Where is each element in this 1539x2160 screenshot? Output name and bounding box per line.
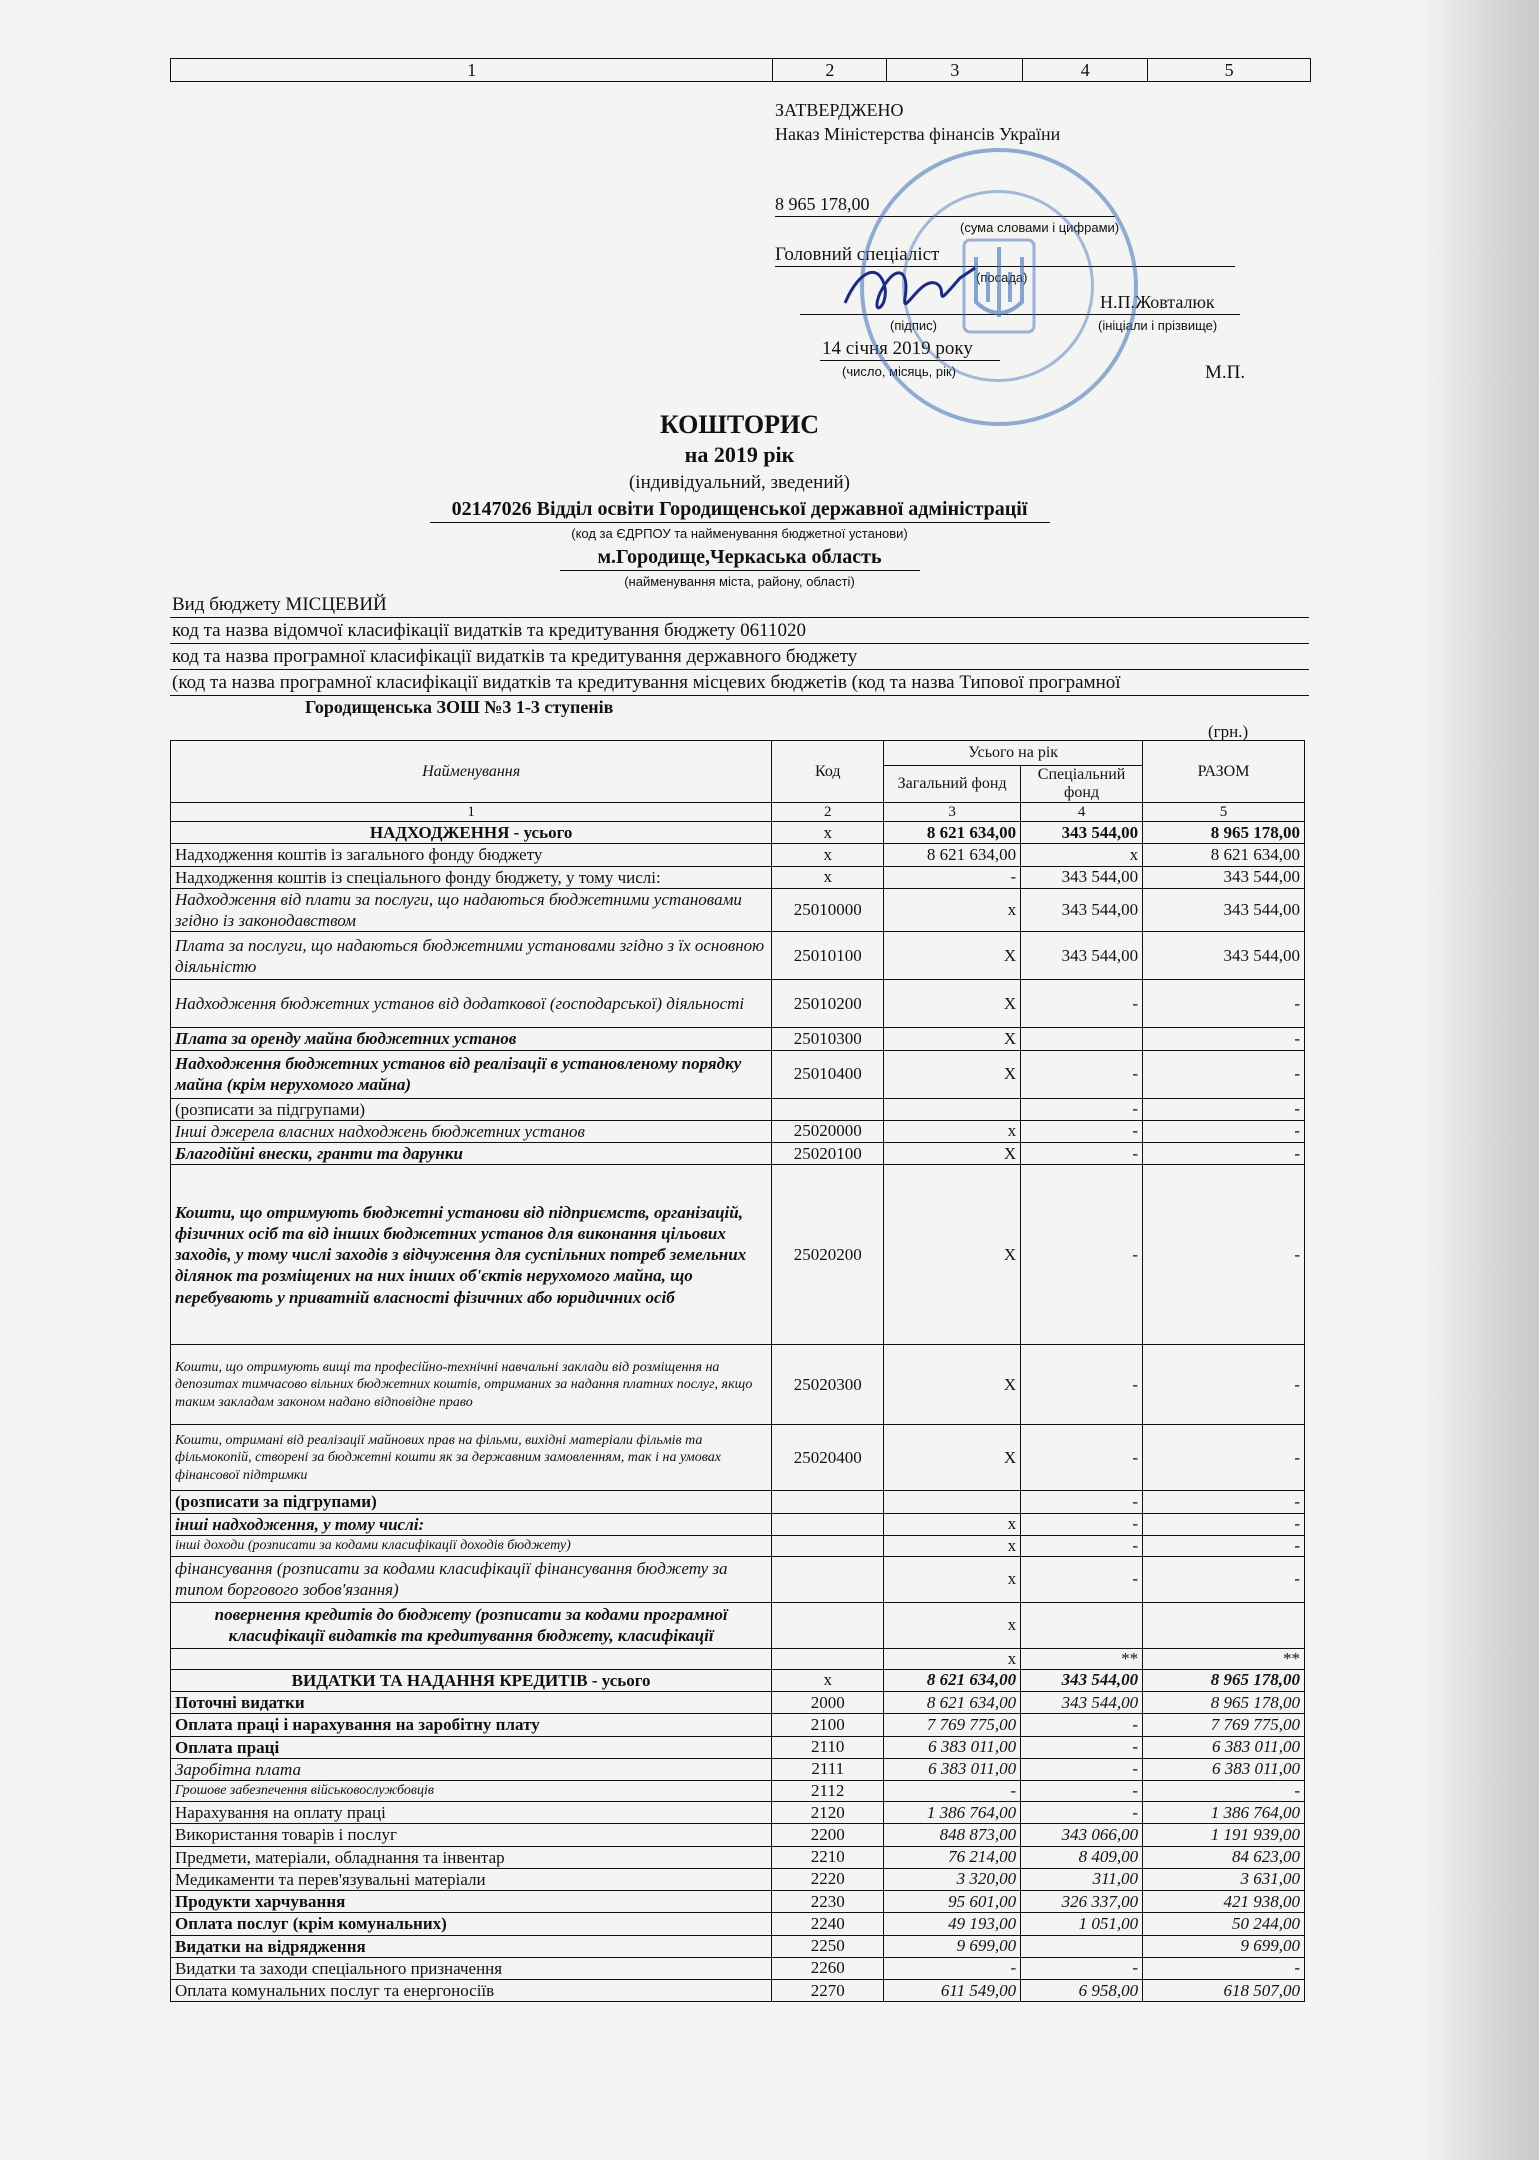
- row-name: Надходження бюджетних установ від реалізації в установленому порядку майна (крім нерухомого майна): [171, 1050, 772, 1098]
- row-general-fund: 1 386 764,00: [884, 1802, 1021, 1824]
- row-code: 25020300: [772, 1345, 884, 1425]
- th-num: 1: [171, 803, 772, 822]
- row-total: 6 383 011,00: [1143, 1736, 1305, 1758]
- row-total: -: [1143, 1491, 1305, 1513]
- city-line: [560, 570, 920, 571]
- table-row: [171, 1345, 1305, 1425]
- row-general-fund: Х: [884, 1143, 1021, 1165]
- table-row: [171, 1824, 1305, 1846]
- budget-type: Вид бюджету МІСЦЕВИЙ: [172, 594, 387, 615]
- row-special-fund: -: [1021, 1513, 1143, 1535]
- table-row: [171, 1050, 1305, 1098]
- th-num: 2: [772, 803, 884, 822]
- doc-title: КОШТОРИС: [659, 410, 820, 439]
- row-special-fund: [1021, 1935, 1143, 1957]
- date-caption: (число, місяць, рік): [842, 364, 956, 379]
- row-code: 25020000: [772, 1120, 884, 1142]
- row-total: -: [1143, 1781, 1305, 1802]
- table-row: [171, 1913, 1305, 1935]
- row-general-fund: -: [884, 866, 1021, 888]
- row-total: 8 621 634,00: [1143, 844, 1305, 866]
- row-general-fund: х: [884, 1648, 1021, 1669]
- row-name: Предмети, матеріали, обладнання та інвентар: [171, 1846, 772, 1868]
- th-year-total: Усього на рік: [884, 741, 1143, 766]
- row-total: -: [1143, 1098, 1305, 1120]
- row-special-fund: -: [1021, 1425, 1143, 1491]
- row-special-fund: 343 066,00: [1021, 1824, 1143, 1846]
- row-total: 8 965 178,00: [1143, 1692, 1305, 1714]
- row-special-fund: -: [1021, 980, 1143, 1028]
- approval-position: Головний спеціаліст: [775, 244, 940, 265]
- row-special-fund: 1 051,00: [1021, 1913, 1143, 1935]
- row-name: Оплата праці: [171, 1736, 772, 1758]
- row-general-fund: 848 873,00: [884, 1824, 1021, 1846]
- table-row: [171, 1535, 1305, 1556]
- row-name: (розписати за підгрупами): [171, 1098, 772, 1120]
- org-line: [430, 522, 1050, 523]
- row-special-fund: 343 544,00: [1021, 932, 1143, 980]
- row-general-fund: 3 320,00: [884, 1868, 1021, 1890]
- row-code: 2210: [772, 1846, 884, 1868]
- approval-order: Наказ Міністерства фінансів України: [775, 124, 1061, 144]
- row-code: 25010400: [772, 1050, 884, 1098]
- row-name: Кошти, що отримують бюджетні установи від підприємств, організацій, фізичних осіб та від інших бюджетних установ для виконання цільових заходів, у тому числі заходів з відчуження для суспільних потреб земельних ділянок та розміщених на них інших об'єктів нерухомого майна, що перебувають у приватній власності фізичних або юридичних осіб: [171, 1165, 772, 1345]
- city-caption: (найменування міста, району, області): [624, 574, 855, 589]
- row-name: ВИДАТКИ ТА НАДАННЯ КРЕДИТІВ - усього: [171, 1669, 772, 1691]
- row-general-fund: Х: [884, 1165, 1021, 1345]
- row-name: Благодійні внески, гранти та дарунки: [171, 1143, 772, 1165]
- th-num: 5: [1143, 803, 1305, 822]
- row-special-fund: -: [1021, 1535, 1143, 1556]
- row-total: 343 544,00: [1143, 888, 1305, 932]
- row-total: -: [1143, 1535, 1305, 1556]
- row-general-fund: х: [884, 1513, 1021, 1535]
- row-code: х: [772, 844, 884, 866]
- th-total: РАЗОМ: [1143, 741, 1305, 803]
- scan-shadow: [1419, 0, 1539, 2160]
- row-name: Надходження бюджетних установ від додаткової (господарської) діяльності: [171, 980, 772, 1028]
- row-name: Надходження коштів із загального фонду бюджету: [171, 844, 772, 866]
- th-num: 3: [884, 803, 1021, 822]
- row-name: Оплата послуг (крім комунальних): [171, 1913, 772, 1935]
- row-name: повернення кредитів до бюджету (розписати за кодами програмної класифікації видатків та кредитування бюджету, класифікації: [171, 1602, 772, 1648]
- row-total: 8 965 178,00: [1143, 1669, 1305, 1691]
- row-code: [772, 1535, 884, 1556]
- dept-code: код та назва відомчої класифікації видатків та кредитування бюджету 0611020: [172, 620, 806, 641]
- column-number-strip: [170, 58, 1311, 82]
- row-code: 25010000: [772, 888, 884, 932]
- row-code: 2230: [772, 1891, 884, 1913]
- row-code: 2112: [772, 1781, 884, 1802]
- row-total: -: [1143, 1556, 1305, 1602]
- row-general-fund: 76 214,00: [884, 1846, 1021, 1868]
- estimate-table: [170, 740, 1305, 2002]
- col-num: 1: [171, 59, 773, 81]
- amount-caption: (сума словами і цифрами): [960, 220, 1120, 235]
- row-total: 3 631,00: [1143, 1868, 1305, 1890]
- prog-code: код та назва програмної класифікації видатків та кредитування державного бюджету: [172, 646, 858, 667]
- row-general-fund: [884, 1491, 1021, 1513]
- row-code: 2000: [772, 1692, 884, 1714]
- row-total: -: [1143, 1425, 1305, 1491]
- row-code: 2110: [772, 1736, 884, 1758]
- row-total: 1 386 764,00: [1143, 1802, 1305, 1824]
- table-row: [171, 1165, 1305, 1345]
- name-caption: (ініціали і прізвище): [1098, 318, 1218, 333]
- row-general-fund: х: [884, 888, 1021, 932]
- row-name: Плата за послуги, що надаються бюджетними установами згідно з їх основною діяльністю: [171, 932, 772, 980]
- row-special-fund: 343 544,00: [1021, 866, 1143, 888]
- row-total: 9 699,00: [1143, 1935, 1305, 1957]
- table-row: [171, 1425, 1305, 1491]
- table-row: [171, 1758, 1305, 1780]
- row-name: інші доходи (розписати за кодами класифікації доходів бюджету): [171, 1535, 772, 1556]
- row-total: 618 507,00: [1143, 1980, 1305, 2002]
- row-code: 2120: [772, 1802, 884, 1824]
- table-row: [171, 888, 1305, 932]
- col-num: 3: [887, 59, 1023, 81]
- row-special-fund: 343 544,00: [1021, 1669, 1143, 1691]
- row-code: х: [772, 1669, 884, 1691]
- row-code: х: [772, 866, 884, 888]
- table-row: [171, 1120, 1305, 1142]
- table-row: [171, 1891, 1305, 1913]
- row-name: Заробітна плата: [171, 1758, 772, 1780]
- local-code: (код та назва програмної класифікації видатків та кредитування місцевих бюджетів (код та назва Типової програмної: [172, 672, 1121, 693]
- row-code: 25010300: [772, 1028, 884, 1050]
- row-code: [772, 1491, 884, 1513]
- row-general-fund: х: [884, 1556, 1021, 1602]
- row-special-fund: -: [1021, 1736, 1143, 1758]
- row-total: [1143, 1602, 1305, 1648]
- table-body: [171, 822, 1305, 2002]
- row-total: -: [1143, 1957, 1305, 1979]
- table-row: [171, 1736, 1305, 1758]
- row-code: 2220: [772, 1868, 884, 1890]
- row-general-fund: Х: [884, 932, 1021, 980]
- col-num: 2: [773, 59, 887, 81]
- row-code: 2260: [772, 1957, 884, 1979]
- row-name: Надходження коштів із спеціального фонду бюджету, у тому числі:: [171, 866, 772, 888]
- row-general-fund: 8 621 634,00: [884, 844, 1021, 866]
- row-general-fund: Х: [884, 1345, 1021, 1425]
- row-name: Кошти, що отримують вищі та професійно-технічні навчальні заклади від розміщення на депозитах тимчасово вільних бюджетних коштів, отриманих за надання платних послуг, якщо таким закладам законом надано відповідне право: [171, 1345, 772, 1425]
- row-name: Видатки та заходи спеціального призначення: [171, 1957, 772, 1979]
- table-row: [171, 1714, 1305, 1736]
- th-num: 4: [1021, 803, 1143, 822]
- table-row: [171, 1491, 1305, 1513]
- row-special-fund: 8 409,00: [1021, 1846, 1143, 1868]
- approval-amount: 8 965 178,00: [775, 194, 870, 214]
- row-total: 1 191 939,00: [1143, 1824, 1305, 1846]
- table-row: [171, 1781, 1305, 1802]
- row-code: 2100: [772, 1714, 884, 1736]
- row-code: 2240: [772, 1913, 884, 1935]
- row-total: 84 623,00: [1143, 1846, 1305, 1868]
- row-general-fund: 611 549,00: [884, 1980, 1021, 2002]
- school-name: Городищенська ЗОШ №3 1-3 ступенів: [305, 697, 614, 717]
- row-code: [772, 1556, 884, 1602]
- org-caption: (код за ЄДРПОУ та найменування бюджетної установи): [571, 526, 908, 541]
- table-row: [171, 1028, 1305, 1050]
- row-code: 2270: [772, 1980, 884, 2002]
- row-special-fund: -: [1021, 1120, 1143, 1142]
- row-name: Надходження від плати за послуги, що надаються бюджетними установами згідно із законодавством: [171, 888, 772, 932]
- row-code: 2200: [772, 1824, 884, 1846]
- row-code: 2250: [772, 1935, 884, 1957]
- row-code: 25010100: [772, 932, 884, 980]
- city-name: м.Городище,Черкаська область: [597, 546, 882, 568]
- table-row: [171, 1935, 1305, 1957]
- row-total: -: [1143, 1345, 1305, 1425]
- row-code: [772, 1098, 884, 1120]
- row-total: 8 965 178,00: [1143, 822, 1305, 844]
- table-row: [171, 844, 1305, 866]
- table-row: [171, 1556, 1305, 1602]
- table-row: [171, 1692, 1305, 1714]
- row-special-fund: 343 544,00: [1021, 888, 1143, 932]
- row-general-fund: х: [884, 1602, 1021, 1648]
- th-general: Загальний фонд: [884, 766, 1021, 803]
- approval-date: 14 січня 2019 року: [822, 338, 973, 359]
- doc-kind: (індивідуальний, зведений): [628, 472, 850, 493]
- table-row: [171, 1669, 1305, 1691]
- th-name: Найменування: [171, 741, 772, 803]
- row-total: 7 769 775,00: [1143, 1714, 1305, 1736]
- row-code: 25010200: [772, 980, 884, 1028]
- row-general-fund: 8 621 634,00: [884, 1692, 1021, 1714]
- row-total: 421 938,00: [1143, 1891, 1305, 1913]
- table-row: [171, 1602, 1305, 1648]
- row-general-fund: 9 699,00: [884, 1935, 1021, 1957]
- row-total: -: [1143, 1143, 1305, 1165]
- th-code: Код: [772, 741, 884, 803]
- row-code: 25020400: [772, 1425, 884, 1491]
- row-special-fund: -: [1021, 1491, 1143, 1513]
- row-general-fund: х: [884, 1120, 1021, 1142]
- org-name: 02147026 Відділ освіти Городищенської державної адміністрації: [451, 498, 1028, 520]
- row-general-fund: Х: [884, 1050, 1021, 1098]
- row-name: Видатки на відрядження: [171, 1935, 772, 1957]
- budget-line-2: [170, 643, 1309, 644]
- row-name: фінансування (розписати за кодами класифікації фінансування бюджету за типом боргового зобов'язання): [171, 1556, 772, 1602]
- row-total: -: [1143, 1120, 1305, 1142]
- budget-line-4: [170, 695, 1309, 696]
- row-general-fund: Х: [884, 1028, 1021, 1050]
- signature-caption: (підпис): [890, 318, 937, 333]
- row-total: -: [1143, 980, 1305, 1028]
- row-special-fund: 6 958,00: [1021, 1980, 1143, 2002]
- row-special-fund: -: [1021, 1143, 1143, 1165]
- row-code: [772, 1648, 884, 1669]
- th-special: Спеціальний фонд: [1021, 766, 1143, 803]
- row-code: 25020200: [772, 1165, 884, 1345]
- row-total: 6 383 011,00: [1143, 1758, 1305, 1780]
- row-general-fund: Х: [884, 980, 1021, 1028]
- row-special-fund: -: [1021, 1781, 1143, 1802]
- row-general-fund: 8 621 634,00: [884, 822, 1021, 844]
- row-special-fund: [1021, 1602, 1143, 1648]
- row-name: інші надходження, у тому числі:: [171, 1513, 772, 1535]
- table-row: [171, 1802, 1305, 1824]
- row-special-fund: -: [1021, 1802, 1143, 1824]
- row-total: 50 244,00: [1143, 1913, 1305, 1935]
- row-name: Оплата комунальних послуг та енергоносіїв: [171, 1980, 772, 2002]
- row-general-fund: 49 193,00: [884, 1913, 1021, 1935]
- row-code: 2111: [772, 1758, 884, 1780]
- row-special-fund: -: [1021, 1345, 1143, 1425]
- row-code: х: [772, 822, 884, 844]
- col-num: 5: [1224, 60, 1234, 80]
- position-caption: (посада): [976, 270, 1028, 285]
- row-general-fund: 8 621 634,00: [884, 1669, 1021, 1691]
- row-name: [171, 1648, 772, 1669]
- row-name: Плата за оренду майна бюджетних установ: [171, 1028, 772, 1050]
- table-row: [171, 822, 1305, 844]
- row-name: Використання товарів і послуг: [171, 1824, 772, 1846]
- row-total: -: [1143, 1513, 1305, 1535]
- row-name: Інші джерела власних надходжень бюджетних установ: [171, 1120, 772, 1142]
- table-row: [171, 866, 1305, 888]
- row-general-fund: 6 383 011,00: [884, 1758, 1021, 1780]
- row-name: Медикаменти та перев'язувальні матеріали: [171, 1868, 772, 1890]
- row-special-fund: 326 337,00: [1021, 1891, 1143, 1913]
- row-special-fund: -: [1021, 1556, 1143, 1602]
- col-num: 4: [1023, 59, 1148, 81]
- row-special-fund: -: [1021, 1758, 1143, 1780]
- row-special-fund: [1021, 1028, 1143, 1050]
- row-general-fund: -: [884, 1781, 1021, 1802]
- row-code: [772, 1513, 884, 1535]
- table-row: [171, 1143, 1305, 1165]
- row-general-fund: х: [884, 1535, 1021, 1556]
- row-special-fund: 343 544,00: [1021, 822, 1143, 844]
- row-special-fund: **: [1021, 1648, 1143, 1669]
- table-row: [171, 1648, 1305, 1669]
- row-general-fund: 7 769 775,00: [884, 1714, 1021, 1736]
- row-special-fund: -: [1021, 1165, 1143, 1345]
- row-name: Нарахування на оплату праці: [171, 1802, 772, 1824]
- table-row: [171, 1098, 1305, 1120]
- row-general-fund: -: [884, 1957, 1021, 1979]
- row-code: 25020100: [772, 1143, 884, 1165]
- doc-year: на 2019 рік: [684, 442, 795, 467]
- row-total: -: [1143, 1028, 1305, 1050]
- budget-line-1: [170, 617, 1309, 618]
- approval-title: ЗАТВЕРДЖЕНО: [775, 100, 904, 120]
- row-general-fund: 6 383 011,00: [884, 1736, 1021, 1758]
- row-special-fund: 311,00: [1021, 1868, 1143, 1890]
- row-general-fund: Х: [884, 1425, 1021, 1491]
- row-special-fund: х: [1021, 844, 1143, 866]
- table-row: [171, 932, 1305, 980]
- row-total: -: [1143, 1165, 1305, 1345]
- row-total: 343 544,00: [1143, 866, 1305, 888]
- table-row: [171, 1980, 1305, 2002]
- row-code: [772, 1602, 884, 1648]
- row-special-fund: -: [1021, 1098, 1143, 1120]
- table-row: [171, 1513, 1305, 1535]
- row-total: 343 544,00: [1143, 932, 1305, 980]
- row-name: Оплата праці і нарахування на заробітну плату: [171, 1714, 772, 1736]
- row-general-fund: [884, 1098, 1021, 1120]
- approval-name: Н.П.Жовталюк: [1100, 292, 1215, 312]
- row-special-fund: -: [1021, 1050, 1143, 1098]
- table-row: [171, 1846, 1305, 1868]
- row-name: НАДХОДЖЕННЯ - усього: [171, 822, 772, 844]
- row-special-fund: -: [1021, 1714, 1143, 1736]
- row-special-fund: -: [1021, 1957, 1143, 1979]
- row-name: (розписати за підгрупами): [171, 1491, 772, 1513]
- row-total: **: [1143, 1648, 1305, 1669]
- budget-line-3: [170, 669, 1309, 670]
- table-row: [171, 1957, 1305, 1979]
- currency-label: (грн.): [1208, 722, 1249, 741]
- row-name: Продукти харчування: [171, 1891, 772, 1913]
- table-row: [171, 1868, 1305, 1890]
- signature-scribble: [840, 258, 980, 328]
- row-total: -: [1143, 1050, 1305, 1098]
- row-name: Поточні видатки: [171, 1692, 772, 1714]
- mp-label: М.П.: [1205, 362, 1246, 383]
- table-row: [171, 980, 1305, 1028]
- row-general-fund: 95 601,00: [884, 1891, 1021, 1913]
- row-name: Грошове забезпечення військовослужбовців: [171, 1781, 772, 1802]
- row-name: Кошти, отримані від реалізації майнових прав на фільми, вихідні матеріали фільмів та фільмокопій, створені за бюджетні кошти як за державним замовленням, так і на умовах фінансової підтримки: [171, 1425, 772, 1491]
- row-special-fund: 343 544,00: [1021, 1692, 1143, 1714]
